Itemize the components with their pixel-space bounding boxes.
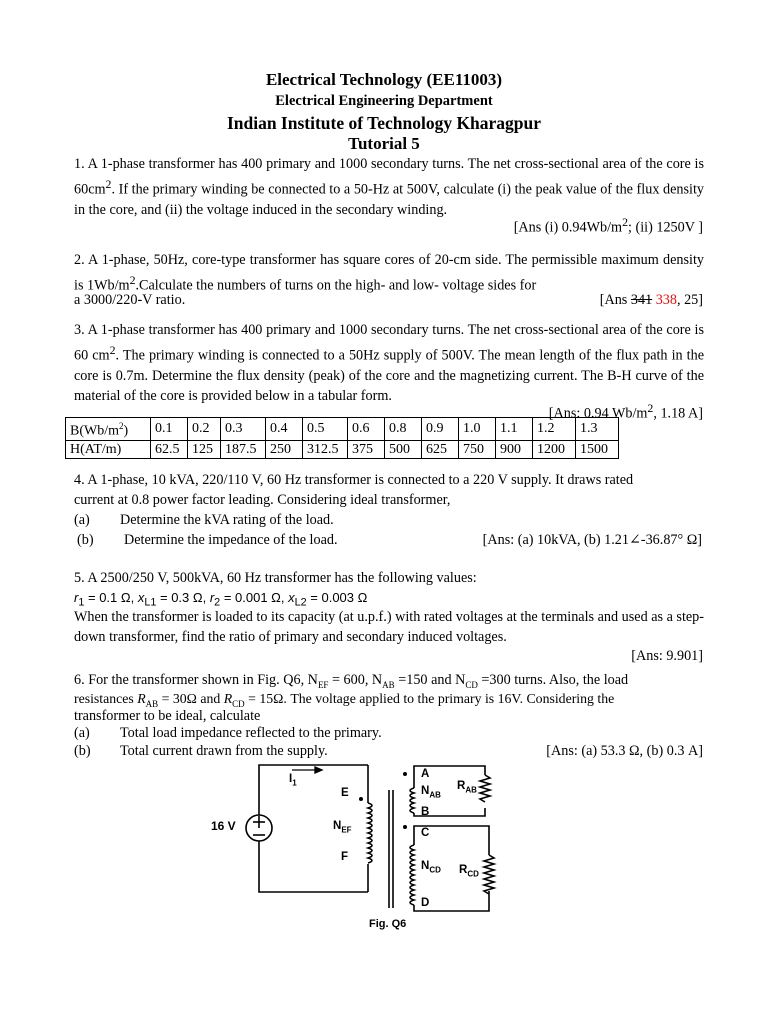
table-cell: 0.4 bbox=[266, 418, 303, 441]
table-cell: 625 bbox=[422, 440, 459, 458]
terminal-a: A bbox=[421, 768, 430, 780]
table-cell: 900 bbox=[496, 440, 533, 458]
nab-label: $N_{AB}$ bbox=[421, 785, 441, 800]
question-4-a-label: (a) bbox=[74, 512, 90, 528]
question-6-line-3: transformer to be ideal, calculate bbox=[74, 708, 261, 724]
row-label-h: H(AT/m) bbox=[66, 440, 151, 458]
question-3: 3. A 1-phase transformer has 400 primary and 1000 secondary turns. The net cross-sectional area of the core is 60 $cm^2$. The primary winding is connected to a 50Hz supply of 500V. The mean length of the flux path in the core is 0.7m. Determine the flux density (peak) of the core and the magnetizing current. The B-H curve of the material of the core is provided below in a tabular form. bbox=[74, 322, 704, 404]
department-name: Electrical Engineering Department bbox=[275, 93, 493, 109]
question-4-line-1: 4. A 1-phase, 10 kVA, 220/110 V, 60 Hz transformer is connected to a 220 V supply. It draws rated bbox=[74, 472, 634, 488]
table-cell: 1500 bbox=[576, 440, 619, 458]
table-cell: 1.0 bbox=[459, 418, 496, 441]
current-arrowhead bbox=[315, 767, 322, 773]
rab-label: $R_{AB}$ bbox=[457, 780, 477, 795]
resistor-rab bbox=[480, 775, 490, 802]
dot-primary bbox=[359, 797, 363, 801]
terminal-c: C bbox=[421, 827, 430, 839]
tutorial-title: Tutorial 5 bbox=[348, 134, 420, 153]
question-4-b-text: Determine the impedance of the load. bbox=[124, 532, 338, 548]
dot-cd bbox=[403, 825, 407, 829]
table-cell: 1.2 bbox=[533, 418, 576, 441]
terminal-f: F bbox=[341, 851, 349, 863]
question-2-answer: [Ans 341 338, 25] bbox=[599, 292, 703, 308]
table-cell: 0.2 bbox=[188, 418, 221, 441]
question-4-line-2: current at 0.8 power factor leading. Considering ideal transformer, bbox=[74, 492, 451, 508]
primary-coil bbox=[368, 803, 372, 863]
question-5-line-1: 5. A 2500/250 V, 500kVA, 60 Hz transformer has the following values: bbox=[74, 570, 477, 586]
question-6-b-label: (b) bbox=[74, 743, 91, 759]
question-5-answer: [Ans: 9.901] bbox=[631, 648, 703, 664]
question-2-line-3: a 3000/220-V ratio. bbox=[74, 292, 186, 308]
table-cell: 375 bbox=[348, 440, 385, 458]
secondary-cd-coil bbox=[410, 845, 414, 905]
table-cell: 312.5 bbox=[303, 440, 348, 458]
question-4-answer: [Ans: (a) 10kVA, (b) 1.21∠-36.87° Ω] bbox=[482, 532, 702, 548]
rcd-label: $R_{CD}$ bbox=[459, 864, 479, 879]
question-1-answer: [Ans (i) $0.94Wb/m^2$; (ii) 1250V ] bbox=[513, 215, 703, 236]
question-4-a-text: Determine the kVA rating of the load. bbox=[120, 512, 334, 528]
question-4-b-label: (b) bbox=[77, 532, 94, 548]
figure-caption: Fig. Q6 bbox=[369, 918, 407, 930]
dot-ab bbox=[403, 772, 407, 776]
table-cell: 750 bbox=[459, 440, 496, 458]
table-cell: 1.1 bbox=[496, 418, 533, 441]
table-cell: 0.1 bbox=[151, 418, 188, 441]
corrected-answer: 338 bbox=[655, 292, 677, 308]
question-6-a-label: (a) bbox=[74, 725, 90, 741]
table-cell: 1.3 bbox=[576, 418, 619, 441]
table-cell: 0.6 bbox=[348, 418, 385, 441]
question-3-answer: [Ans: 0.94 $Wb/m^2$, 1.18 A] bbox=[548, 401, 703, 422]
resistor-rcd bbox=[484, 855, 494, 894]
table-cell: 187.5 bbox=[221, 440, 266, 458]
question-2: 2. A 1-phase, 50Hz, core-type transformer has square cores of 20-cm side. The permissible maximum density is $1Wb/m^2.Calculate$ the numbers of turns on the high- and low- voltage sides for bbox=[74, 252, 704, 294]
struck-answer: 341 bbox=[630, 292, 653, 308]
table-cell: 0.8 bbox=[385, 418, 422, 441]
question-6-line-1: 6. For the transformer shown in Fig. Q6, $N_{EF} = 600$, $N_{AB} =150$ and $N_{CD} =300$ turns. Also, the load bbox=[74, 672, 629, 690]
question-6-answer: [Ans: (a) 53.3 Ω, (b) 0.3 A] bbox=[546, 743, 703, 759]
table-cell: 0.3 bbox=[221, 418, 266, 441]
ncd-label: $N_{CD}$ bbox=[421, 860, 441, 875]
nef-label: $N_{EF}$ bbox=[333, 820, 352, 835]
terminal-d: D bbox=[421, 897, 430, 909]
current-label: $I_1$ bbox=[289, 773, 297, 788]
question-6-line-2: resistances $R_{AB} = 30\Omega$ and $R_{CD} = 15\Omega$. The voltage applied to the primary is 16V. Considering the bbox=[74, 691, 615, 709]
source-label: 16 V bbox=[211, 819, 236, 833]
table-cell: 125 bbox=[188, 440, 221, 458]
table-cell: 0.9 bbox=[422, 418, 459, 441]
terminal-e: E bbox=[341, 787, 349, 799]
question-6-b-text: Total current drawn from the supply. bbox=[120, 743, 328, 759]
table-cell: 500 bbox=[385, 440, 422, 458]
table-cell: 1200 bbox=[533, 440, 576, 458]
secondary-ab-coil bbox=[410, 788, 414, 813]
question-6-a-text: Total load impedance reflected to the primary. bbox=[120, 725, 382, 741]
institute-name: Indian Institute of Technology Kharagpur bbox=[226, 113, 542, 133]
question-5-text: When the transformer is loaded to its capacity (at u.p.f.) with rated voltages at the terminals and used as a step-down transformer, find the ratio of primary and secondary induced voltages. bbox=[74, 609, 704, 645]
table-cell: 250 bbox=[266, 440, 303, 458]
question-1: 1. A 1-phase transformer has 400 primary and 1000 secondary turns. The net cross-sectional area of the core is $60cm^2$. If the primary winding be connected to a 50-Hz at 500V, calculate (i) the peak value of the flux density in the core, and (ii) the voltage induced in the secondary winding. bbox=[74, 156, 704, 218]
table-cell: 62.5 bbox=[151, 440, 188, 458]
terminal-b: B bbox=[421, 806, 430, 818]
course-title: Electrical Technology (EE11003) bbox=[265, 70, 503, 89]
question-5-values: $r_1 = 0.1$ Ω, $x_{L1} = 0.3$ Ω, $r_2 = 0.001$ Ω, $x_{L2} = 0.003$ Ω bbox=[74, 590, 368, 609]
table-cell: 0.5 bbox=[303, 418, 348, 441]
row-label-b: $B(Wb/m^2)$ bbox=[66, 418, 151, 441]
